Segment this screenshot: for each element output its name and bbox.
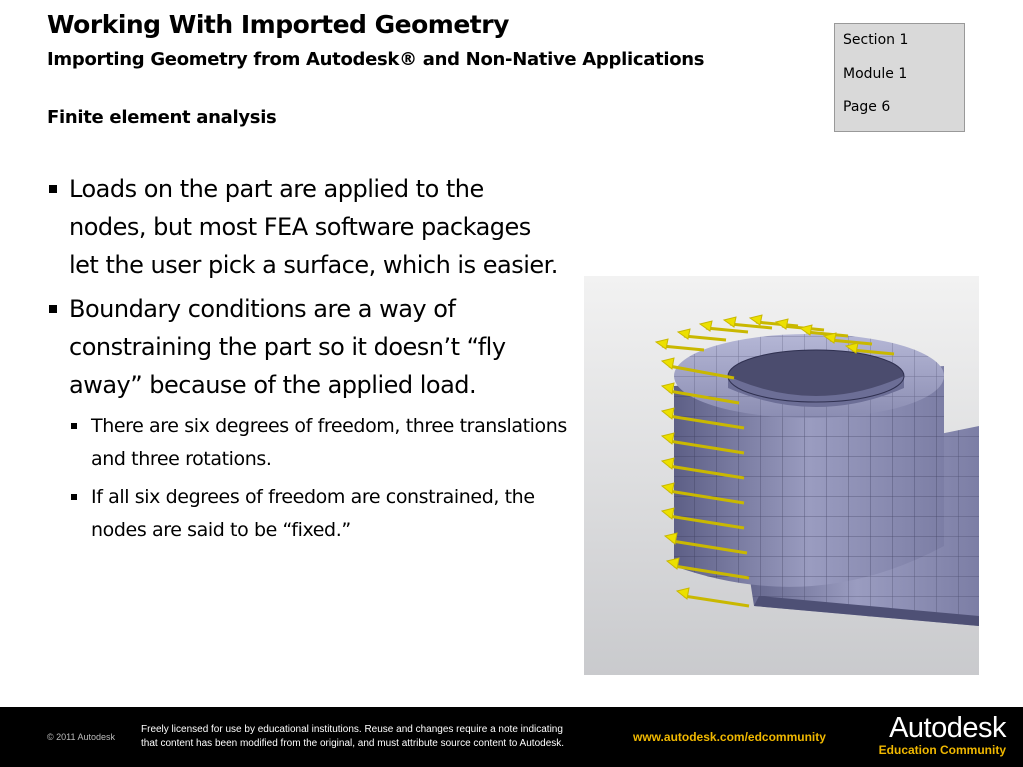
page-subtitle: Importing Geometry from Autodesk® and Non-Native Applications bbox=[47, 49, 705, 70]
sub-bullet-text: There are six degrees of freedom, three translations and three rotations. bbox=[91, 415, 567, 470]
page-title: Working With Imported Geometry bbox=[47, 10, 509, 39]
sub-bullet-item bbox=[69, 481, 567, 547]
location-infobox bbox=[834, 23, 965, 132]
copyright: © 2011 Autodesk bbox=[47, 732, 116, 742]
license-notice bbox=[141, 723, 564, 751]
bullet-marker bbox=[71, 423, 77, 429]
bullet-item bbox=[47, 290, 567, 404]
license-line: Freely licensed for use by educational institutions. Reuse and changes require a note indicating bbox=[141, 724, 563, 735]
module-number: Module 1 bbox=[843, 65, 908, 82]
bullet-text: Boundary conditions are a way of constraining the part so it doesn’t “fly away” because of the applied load. bbox=[69, 295, 506, 399]
bullet-marker bbox=[49, 305, 57, 313]
logo-wordmark: Autodesk bbox=[889, 712, 1006, 744]
bullet-text: Loads on the part are applied to the nodes, but most FEA software packages let the user pick a surface, which is easier. bbox=[69, 175, 558, 279]
page-number: Page 6 bbox=[843, 99, 891, 115]
section-number: Section 1 bbox=[843, 32, 909, 48]
bullet-list bbox=[47, 170, 567, 552]
footer-bar bbox=[0, 707, 1023, 767]
autodesk-logo bbox=[866, 713, 1006, 757]
sub-bullet-item bbox=[69, 410, 567, 476]
section-heading: Finite element analysis bbox=[47, 107, 277, 128]
bullet-marker bbox=[49, 185, 57, 193]
edcommunity-link[interactable]: www.autodesk.com/edcommunity bbox=[633, 730, 826, 744]
fea-mesh-figure bbox=[584, 276, 979, 675]
sub-bullet-text: If all six degrees of freedom are constrained, the nodes are said to be “fixed.” bbox=[91, 486, 535, 541]
logo-tagline: Education Community bbox=[878, 743, 1006, 757]
bullet-marker bbox=[71, 494, 77, 500]
bullet-item bbox=[47, 170, 567, 284]
license-line: that content has been modified from the original, and must attribute source content to Autodesk. bbox=[141, 738, 565, 749]
